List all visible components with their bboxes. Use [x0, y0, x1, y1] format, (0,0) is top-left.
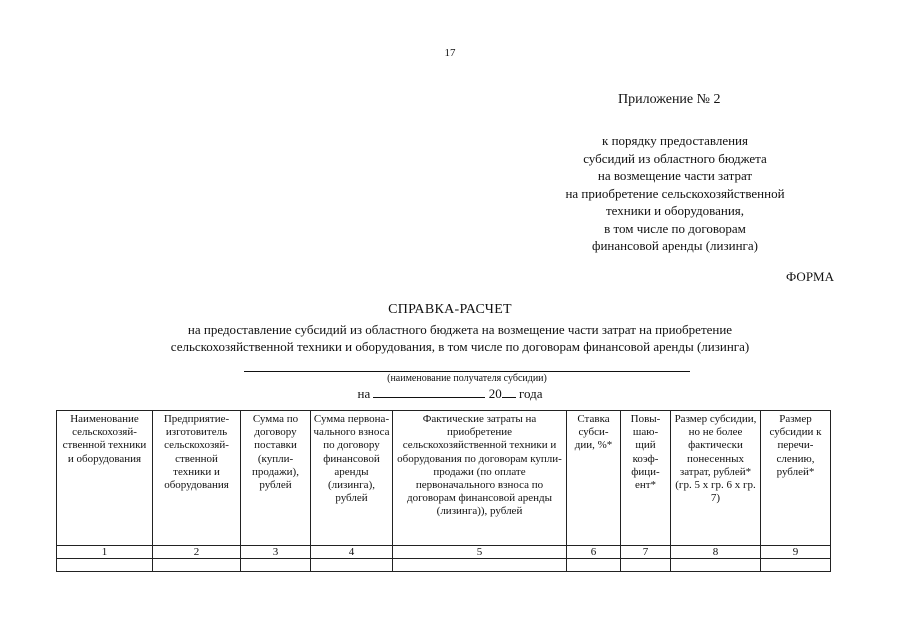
document-subtitle	[100, 321, 820, 355]
date-line	[0, 386, 900, 402]
column-number: 4	[311, 546, 393, 559]
appendix-line: финансовой аренды (лизинга)	[592, 238, 758, 253]
appendix-title: Приложение № 2	[618, 92, 721, 107]
table-cell[interactable]	[311, 559, 393, 572]
table-cell[interactable]	[621, 559, 671, 572]
table-cell[interactable]	[761, 559, 831, 572]
appendix-line: на возмещение части затрат	[597, 168, 753, 183]
column-header: Размер субсидии к перечи-слению, рублей*	[761, 411, 831, 546]
date-year-field[interactable]	[502, 386, 516, 398]
column-number: 7	[621, 546, 671, 559]
date-suffix: года	[518, 386, 543, 401]
recipient-caption: (наименование получателя субсидии)	[387, 373, 547, 384]
appendix-line: к порядку предоставления	[602, 133, 748, 148]
column-number: 5	[393, 546, 567, 559]
table-cell[interactable]	[241, 559, 311, 572]
appendix-description	[520, 132, 830, 255]
column-header: Сумма первона-чального взноса по договору финансовой аренды (лизинга), рублей	[311, 411, 393, 546]
form-label: ФОРМА	[786, 269, 834, 284]
recipient-name-field[interactable]	[244, 371, 690, 372]
column-number-row	[57, 546, 831, 559]
appendix-line: субсидий из областного бюджета	[583, 150, 767, 166]
column-header: Сумма по договору поставки (купли-продажи), рублей	[241, 411, 311, 546]
column-number: 1	[57, 546, 153, 559]
subtitle-line: на предоставление субсидий из областного бюджета на возмещение части затрат на приобретение	[187, 322, 733, 337]
date-prefix: на	[357, 386, 371, 401]
column-number: 8	[671, 546, 761, 559]
column-number: 2	[153, 546, 241, 559]
column-number: 3	[241, 546, 311, 559]
column-header: Наименование сельскохозяй-ственной техники и оборудования	[57, 411, 153, 546]
column-header: Фактические затраты на приобретение сельскохозяйственной техники и оборудования по договорам купли-продажи (по оплате первоначального взноса по договорам финансовой аренды (лизинга)), рублей	[393, 411, 567, 546]
table-cell[interactable]	[57, 559, 153, 572]
date-day-month-field[interactable]	[373, 386, 485, 398]
page-number: 17	[444, 47, 456, 59]
table-cell[interactable]	[567, 559, 621, 572]
appendix-line: на приобретение сельскохозяйственной	[565, 185, 785, 201]
subtitle-line: сельскохозяйственной техники и оборудования, в том числе по договорам финансовой аренды (лизинга)	[170, 339, 750, 354]
date-year-prefix: 20	[488, 386, 502, 401]
calculation-table	[56, 410, 831, 572]
table-row	[57, 559, 831, 572]
column-header: Повы-шаю-щий коэф-фици-ент*	[621, 411, 671, 546]
table-cell[interactable]	[393, 559, 567, 572]
column-number: 9	[761, 546, 831, 559]
document-title: СПРАВКА-РАСЧЕТ	[388, 302, 512, 317]
column-header: Ставка субси-дии, %*	[567, 411, 621, 546]
table-header-row	[57, 411, 831, 546]
column-header: Размер субсидии, но не более фактически понесенных затрат, рублей* (гр. 5 x гр. 6 x гр. 7)	[671, 411, 761, 546]
appendix-line: техники и оборудования,	[605, 203, 745, 218]
column-header: Предприятие-изготовитель сельскохозяй-ственной техники и оборудования	[153, 411, 241, 546]
table-cell[interactable]	[671, 559, 761, 572]
appendix-line: в том числе по договорам	[604, 220, 746, 236]
table-cell[interactable]	[153, 559, 241, 572]
column-number: 6	[567, 546, 621, 559]
